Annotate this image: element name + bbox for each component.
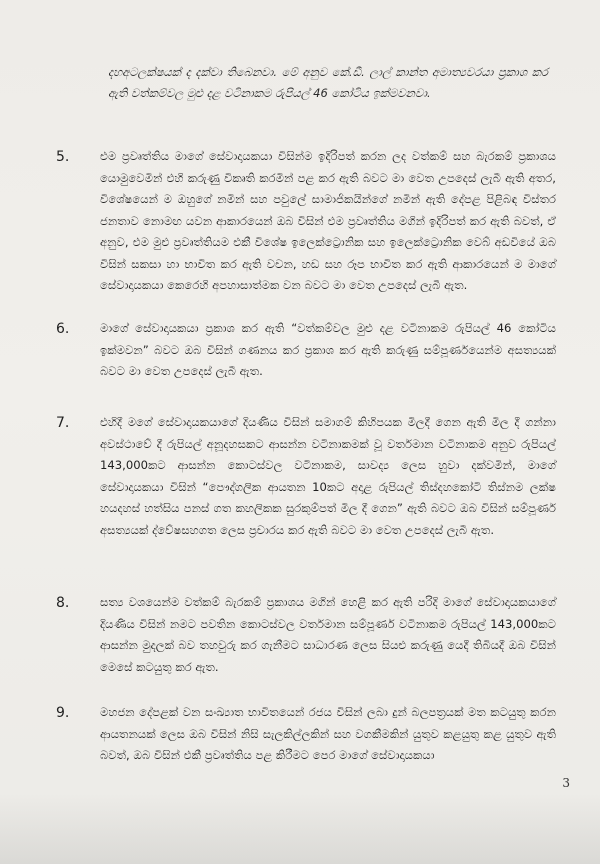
paragraph-6 bbox=[56, 318, 556, 383]
bottom-shadow bbox=[0, 794, 600, 864]
paragraph-number: 6. bbox=[56, 321, 70, 337]
paragraph-9 bbox=[56, 702, 556, 767]
paragraph-text: සත්‍ය වශයෙන්ම වත්කම් බැරකම් ප්‍රකාශය මගින් හෙළි කර ඇති පරිදි මාගේ සේවාදායකයාගේ දියණිය විසින් නමට පවතින කොටස්වල වර්තමාන සම්පූර්ණ වටිනාකම රුපියල් 143,000කට ආසන්න මුදලක් බව තහවුරු කර ගැනීමට සාධාරණ ලෙස සියළු කරුණු යෙදී තිබියදී ඔබ විසින් මෙසේ කටයුතු කර ඇත. bbox=[100, 595, 556, 674]
paragraph-5 bbox=[56, 146, 556, 297]
paragraph-number: 9. bbox=[56, 705, 70, 721]
intro-continuation: දහඅටලක්ෂයක් ද දක්වා තිබෙනවා. මේ අනුව කේ.ඩී. ලාල් කාන්ත අමාත්‍යවරයා ප්‍රකාශ කර ඇති වත්කම්වල මුළු දළ වටිනාකම රුපියල් 46 කෝටිය ඉක්මවනවා. bbox=[108, 65, 548, 100]
paragraph-number: 5. bbox=[56, 149, 70, 165]
paragraph-number: 8. bbox=[56, 595, 70, 611]
paragraph-text: මහජන දේපළක් වන සංඛ්‍යාත භාවිතයෙන් රජය විසින් ලබා දුන් බලපත්‍රයක් මත කටයුතු කරන ආයතනයක් ලෙස ඔබ විසින් නිසි සැලකිල්ලකින් සහ වගකීමකින් යුතුව කළයුතු කළ යුතුව ඇති බවත්, ඔබ විසින් එකී ප්‍රවෘත්තිය පළ කිරීමට පෙර මාගේ සේවාදායකයා bbox=[100, 705, 556, 762]
page-number: 3 bbox=[562, 776, 570, 790]
paragraph-number: 7. bbox=[56, 415, 70, 431]
paragraph-text: එම ප්‍රවෘත්තිය මාගේ සේවාදායකයා විසින්ම ඉදිරිපත් කරන ලද වත්කම් සහ බැරකම් ප්‍රකාශය යොමුවෙමින් එහි කරුණු විකෘති කරමින් පළ කර ඇති බවට මා වෙත උපදෙස් ලැබී ඇති අතර, විශේෂයෙන් ම ඔහුගේ නමින් සහ පවුලේ සාමාජිකයින්ගේ නමින් ඇති දේපළ පිළිබඳ විස්තර ජනතාව නොමඟ යවන ආකාරයෙන් ඔබ විසින් එම ප්‍රවෘත්තිය මගින් ඉදිරිපත් කර ඇති බවත්, ඒ අනුව, එම මුළු ප්‍රවෘත්තියම එකී විශේෂ ඉලෙක්ට්‍රොනික සහ ඉලෙක්ට්‍රොනික වෙබ් අඩවියේ ඔබ විසින් සකසා හා භාවිත කර ඇති වචන, හඩ සහ රූප භාවිත කර ඇති ආකාරයෙන් ම මාගේ සේවාදායකයා කෙරෙහි අපහාසාත්මක වන බවට මා වෙත උපදෙස් ලැබී ඇත. bbox=[100, 149, 556, 292]
paragraph-text: එහිදී මගේ සේවාදායකයාගේ දියණිය විසින් සමාගම් කිහිපයක මිලදී ගෙන ඇති මිල දී ගන්නා අවස්ථාවේ දී රුපියල් අනූදහසකට ආසන්න වටිනාකමක් වූ වර්තමාන වටිනාකම අනුව රුපියල් 143,000කට ආසන්න කොටස්වල වටිනාකම, සාවද්‍ය ලෙස හුවා දක්වමින්, මාගේ සේවාදායකයා විසින් “පෞද්ගලික ආයතන 10කට අදාළ රුපියල් තිස්දහකෝටි තිස්නම ලක්ෂ හයදහස් හත්සිය පනස් ගත කහලිකක සුරකුම්පත් මිල දී ගෙන” ඇති බවට ඔබ විසින් සම්පූර්ණ අසත්‍යයක් ද්වේෂසහගත ලෙස ප්‍රචාරය කර ඇති බවට මා වෙත උපදෙස් ලැබී ඇත. bbox=[100, 415, 556, 537]
paragraph-8 bbox=[56, 592, 556, 678]
paragraph-7 bbox=[56, 412, 556, 541]
paragraph-text: මාගේ සේවාදායකයා ප්‍රකාශ කර ඇති “වත්කම්වල මුළු දළ වටිනාකම රුපියල් 46 කෝටිය ඉක්මවන” බවට ඔබ විසින් ගණනය කර ප්‍රකාශ කර ඇති කරුණු සම්පූර්ණයෙන්ම අසත්‍යයක් බවට මා වෙත උපදෙස් ලැබී ඇත. bbox=[100, 321, 556, 378]
